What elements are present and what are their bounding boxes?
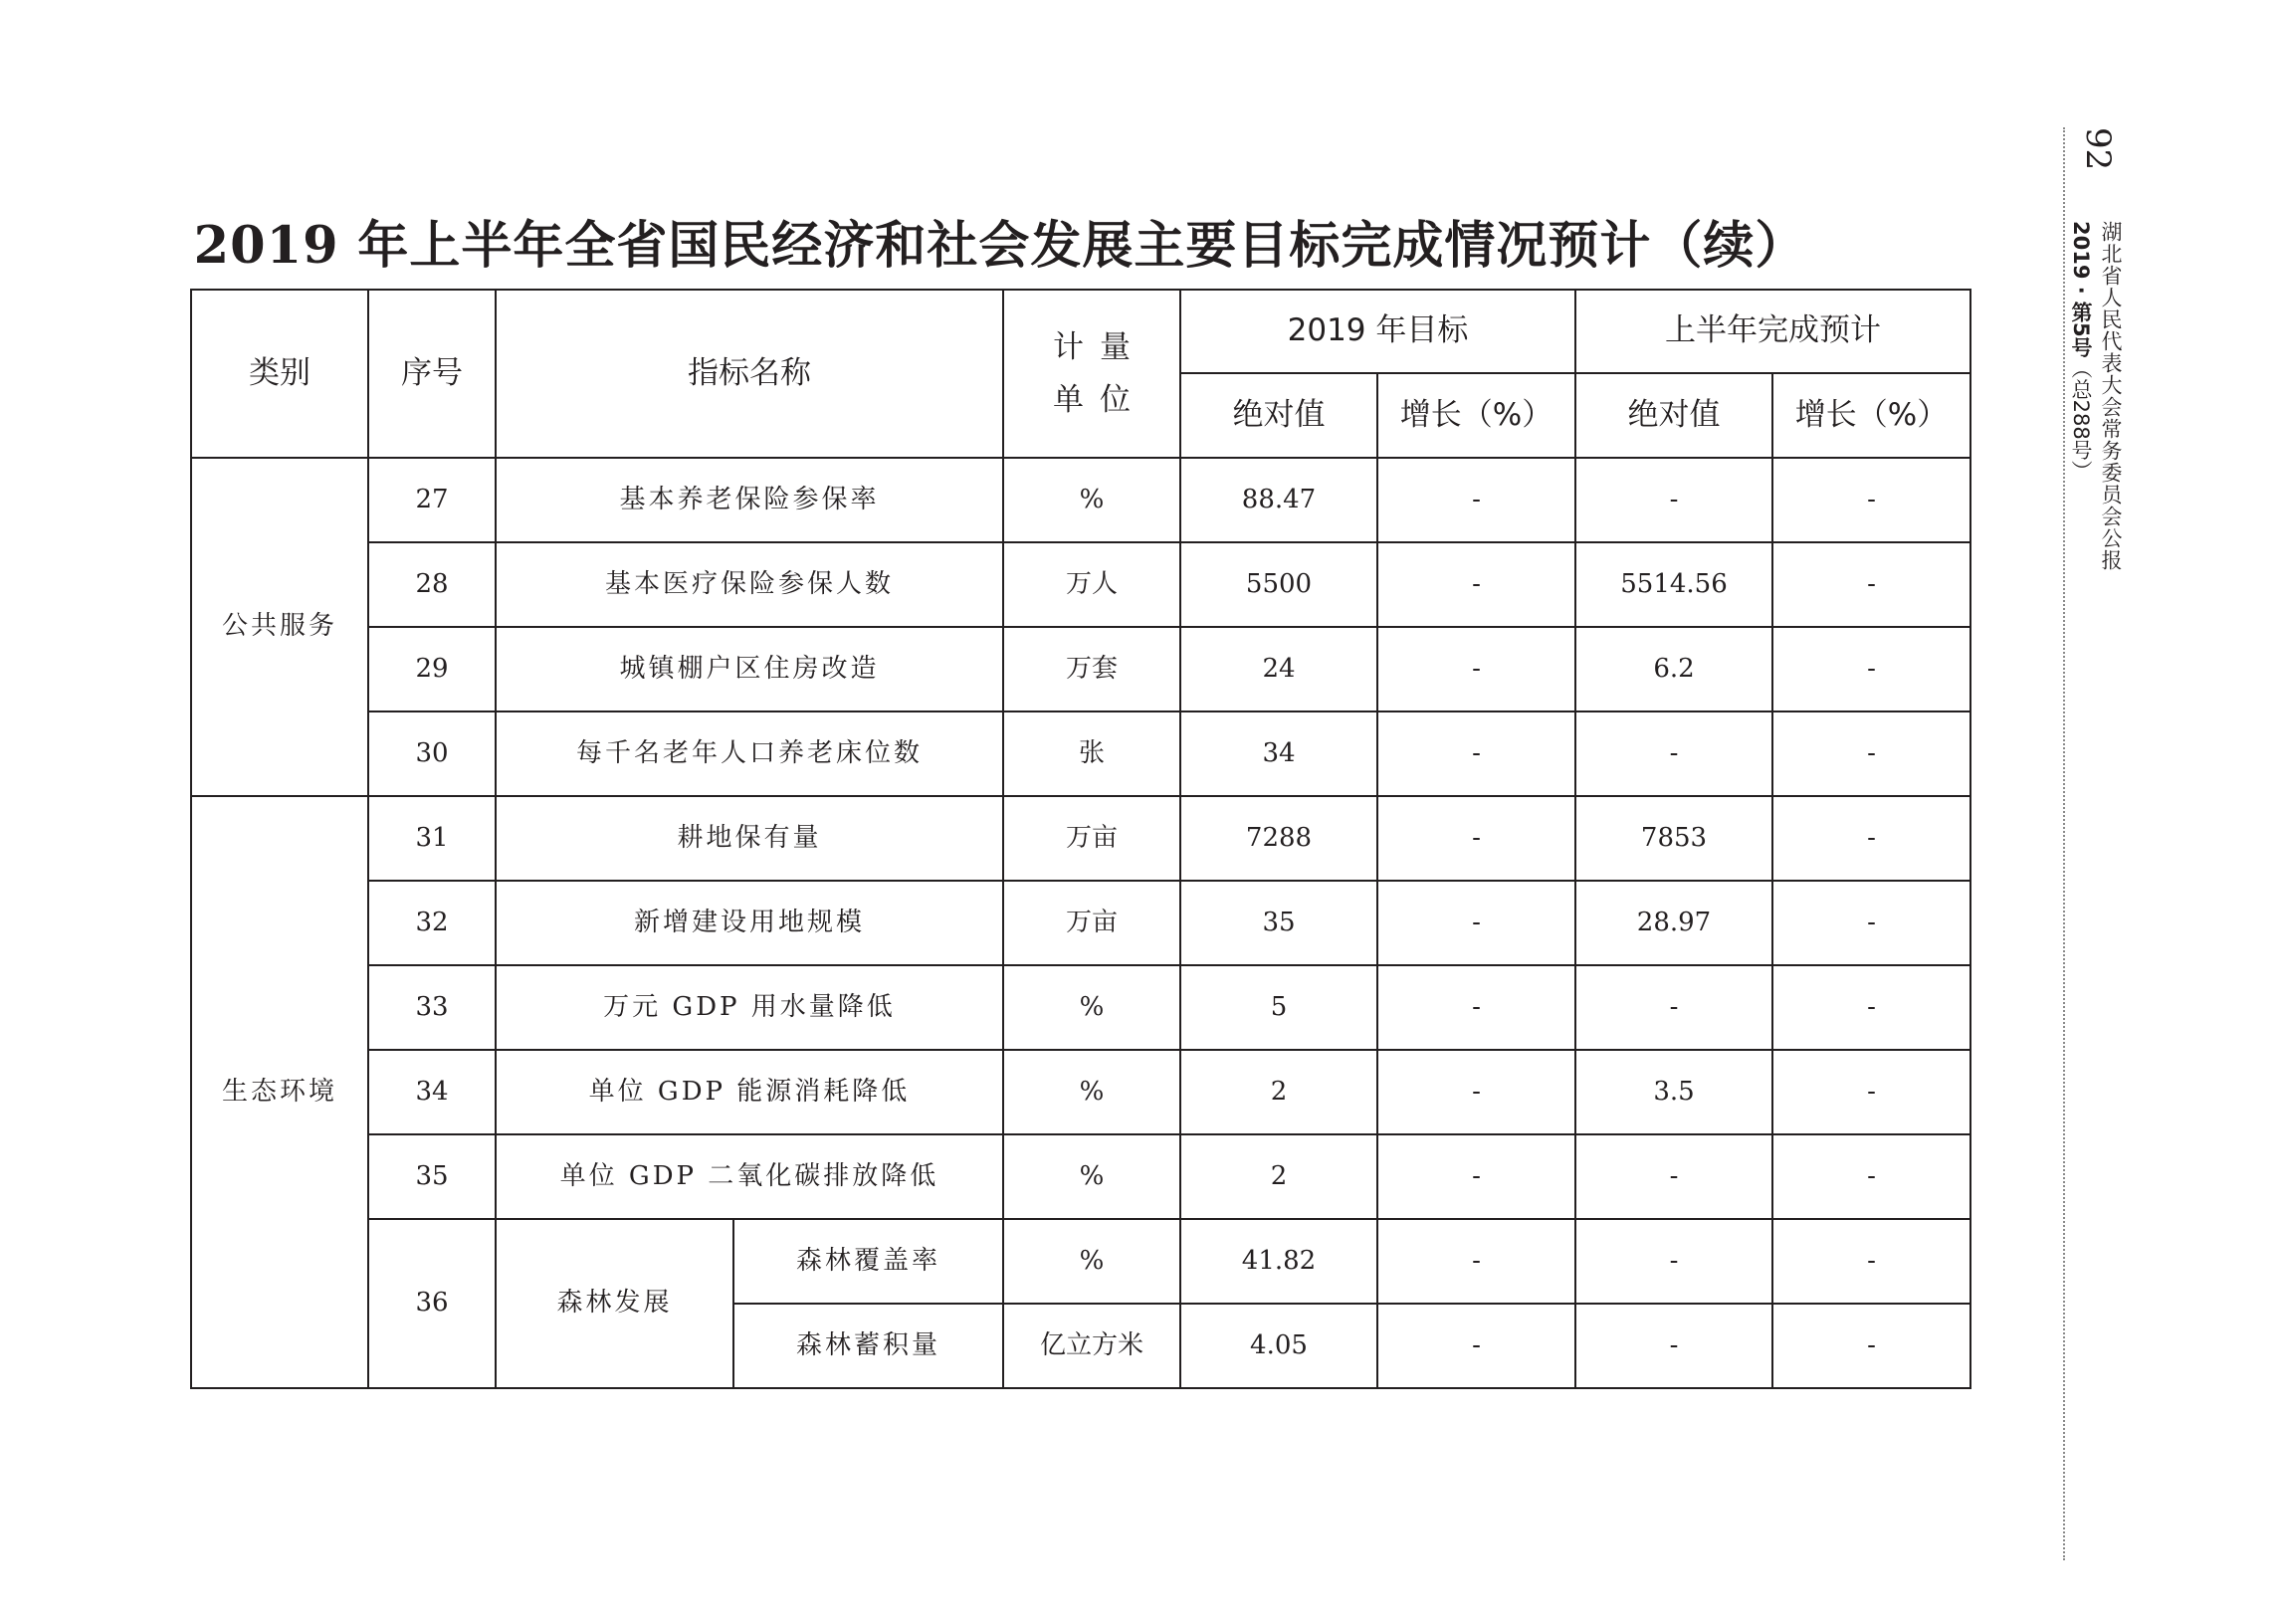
unit-cell: 万人 [1003, 542, 1180, 627]
target-abs-cell: 2 [1180, 1134, 1377, 1219]
seq-cell: 27 [368, 458, 496, 542]
seq-cell: 31 [368, 796, 496, 881]
h1-growth-cell: - [1772, 627, 1970, 711]
table-row [191, 1134, 1970, 1219]
table-row [191, 1050, 1970, 1134]
table-row [191, 627, 1970, 711]
page-number: 92 [2078, 127, 2118, 171]
h1-growth-cell: - [1772, 1304, 1970, 1388]
target-growth-cell: - [1377, 965, 1575, 1050]
header-target-group: 2019 年目标 [1180, 290, 1575, 373]
header-target-growth: 增长（%） [1377, 373, 1575, 458]
target-growth-cell: - [1377, 711, 1575, 796]
issue-number: 2019 · 第5号 [2069, 221, 2093, 358]
seq-cell: 29 [368, 627, 496, 711]
indicator-cell: 基本养老保险参保率 [496, 458, 1003, 542]
target-growth-cell: - [1377, 1050, 1575, 1134]
target-abs-cell: 2 [1180, 1050, 1377, 1134]
seq-cell: 33 [368, 965, 496, 1050]
table-row [191, 881, 1970, 965]
header-h1-group: 上半年完成预计 [1575, 290, 1970, 373]
target-abs-cell: 4.05 [1180, 1304, 1377, 1388]
header-h1-abs: 绝对值 [1575, 373, 1772, 458]
target-growth-cell: - [1377, 796, 1575, 881]
unit-cell: 万套 [1003, 627, 1180, 711]
table-row [191, 711, 1970, 796]
h1-growth-cell: - [1772, 881, 1970, 965]
header-indicator: 指标名称 [496, 290, 1003, 458]
seq-cell: 35 [368, 1134, 496, 1219]
page-sidebar [2040, 127, 2179, 1560]
h1-abs-cell: - [1575, 458, 1772, 542]
header-target-abs: 绝对值 [1180, 373, 1377, 458]
target-abs-cell: 41.82 [1180, 1219, 1377, 1304]
page-title: 2019 年上半年全省国民经济和社会发展主要目标完成情况预计（续） [193, 216, 1807, 276]
indicator-cell: 单位 GDP 二氧化碳排放降低 [496, 1134, 1003, 1219]
journal-name: 湖北省人民代表大会常务委员会公报 [2099, 221, 2123, 571]
indicator-cell: 城镇棚户区住房改造 [496, 627, 1003, 711]
h1-growth-cell: - [1772, 458, 1970, 542]
target-abs-cell: 34 [1180, 711, 1377, 796]
indicator-cell: 万元 GDP 用水量降低 [496, 965, 1003, 1050]
h1-abs-cell: - [1575, 965, 1772, 1050]
unit-cell: 万亩 [1003, 796, 1180, 881]
target-growth-cell: - [1377, 458, 1575, 542]
targets-table [190, 289, 1971, 1389]
unit-cell: % [1003, 458, 1180, 542]
unit-cell: 亿立方米 [1003, 1304, 1180, 1388]
issue-label [2066, 221, 2096, 482]
table-row [191, 458, 1970, 542]
header-unit-line1: 计量 [1053, 328, 1146, 365]
h1-growth-cell: - [1772, 1050, 1970, 1134]
indicator-cell: 每千名老年人口养老床位数 [496, 711, 1003, 796]
target-abs-cell: 88.47 [1180, 458, 1377, 542]
h1-abs-cell: - [1575, 1219, 1772, 1304]
indicator-group-cell: 森林发展 [496, 1219, 733, 1388]
target-abs-cell: 24 [1180, 627, 1377, 711]
h1-growth-cell: - [1772, 1219, 1970, 1304]
h1-abs-cell: 3.5 [1575, 1050, 1772, 1134]
h1-abs-cell: 5514.56 [1575, 542, 1772, 627]
sub-indicator-cell: 森林蓄积量 [733, 1304, 1003, 1388]
header-unit-line2: 单位 [1053, 381, 1146, 418]
indicator-cell: 基本医疗保险参保人数 [496, 542, 1003, 627]
divider [2063, 127, 2065, 1560]
unit-cell: % [1003, 1134, 1180, 1219]
target-growth-cell: - [1377, 627, 1575, 711]
indicator-cell: 新增建设用地规模 [496, 881, 1003, 965]
category-cell: 生态环境 [191, 796, 368, 1388]
header-unit [1003, 290, 1180, 458]
target-growth-cell: - [1377, 542, 1575, 627]
seq-cell: 36 [368, 1219, 496, 1388]
target-growth-cell: - [1377, 1304, 1575, 1388]
target-abs-cell: 35 [1180, 881, 1377, 965]
sub-indicator-cell: 森林覆盖率 [733, 1219, 1003, 1304]
indicator-cell: 单位 GDP 能源消耗降低 [496, 1050, 1003, 1134]
target-abs-cell: 5 [1180, 965, 1377, 1050]
issue-total: （总288号） [2069, 357, 2093, 482]
h1-growth-cell: - [1772, 711, 1970, 796]
target-growth-cell: - [1377, 1134, 1575, 1219]
h1-growth-cell: - [1772, 965, 1970, 1050]
unit-cell: % [1003, 1219, 1180, 1304]
seq-cell: 32 [368, 881, 496, 965]
category-cell: 公共服务 [191, 458, 368, 796]
h1-abs-cell: 28.97 [1575, 881, 1772, 965]
unit-cell: 张 [1003, 711, 1180, 796]
unit-cell: % [1003, 965, 1180, 1050]
unit-cell: 万亩 [1003, 881, 1180, 965]
h1-abs-cell: 6.2 [1575, 627, 1772, 711]
table-row [191, 796, 1970, 881]
h1-growth-cell: - [1772, 1134, 1970, 1219]
indicator-cell: 耕地保有量 [496, 796, 1003, 881]
target-growth-cell: - [1377, 1219, 1575, 1304]
h1-abs-cell: - [1575, 1304, 1772, 1388]
header-seq: 序号 [368, 290, 496, 458]
h1-abs-cell: 7853 [1575, 796, 1772, 881]
h1-growth-cell: - [1772, 542, 1970, 627]
header-row-1 [191, 290, 1970, 373]
unit-cell: % [1003, 1050, 1180, 1134]
table-row [191, 542, 1970, 627]
h1-abs-cell: - [1575, 1134, 1772, 1219]
seq-cell: 30 [368, 711, 496, 796]
h1-abs-cell: - [1575, 711, 1772, 796]
seq-cell: 34 [368, 1050, 496, 1134]
table-row [191, 965, 1970, 1050]
target-growth-cell: - [1377, 881, 1575, 965]
target-abs-cell: 7288 [1180, 796, 1377, 881]
h1-growth-cell: - [1772, 796, 1970, 881]
seq-cell: 28 [368, 542, 496, 627]
target-abs-cell: 5500 [1180, 542, 1377, 627]
table-row [191, 1219, 1970, 1304]
header-h1-growth: 增长（%） [1772, 373, 1970, 458]
header-category: 类别 [191, 290, 368, 458]
